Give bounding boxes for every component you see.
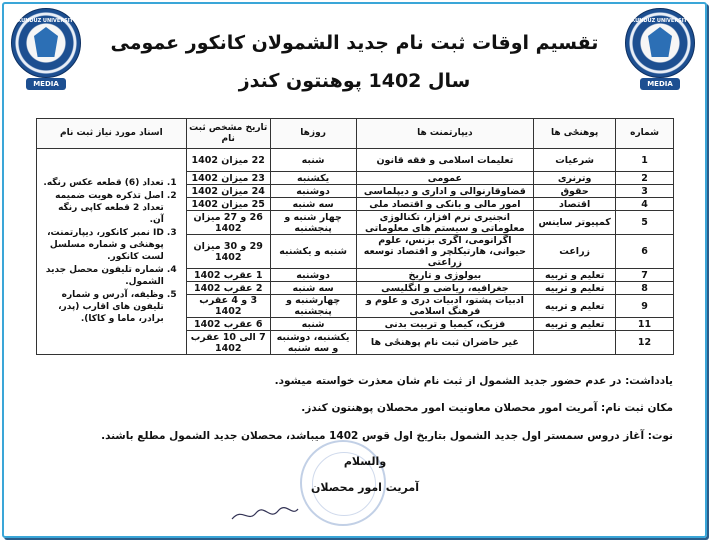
cell-faculty: تعلیم و تربیه	[534, 295, 616, 318]
cell-date: 24 میزان 1402	[186, 185, 270, 198]
cell-no: 5	[616, 211, 674, 235]
header-faculty: پوهنځی ها	[534, 119, 616, 149]
document-item: 2. اصل تذکره هویت ضمیمه تعداد 2 قطعه کاپی رنگه آن.	[43, 190, 164, 226]
note-registration-place: مکان ثبت نام: آمریت امور محصلان معاونیت امور محصلان پوهنتون کندز.	[301, 402, 673, 414]
cell-days: دوشنبه	[270, 185, 356, 198]
cell-dept: انجنیری نرم افزار، تکنالوژی معلوماتی و سیستم های معلوماتی	[356, 211, 534, 235]
cell-faculty: تعلیم و تربیه	[534, 318, 616, 331]
cell-no: 12	[616, 331, 674, 355]
cell-dept: امور مالی و بانکی و اقتصاد ملی	[356, 198, 534, 211]
cell-faculty: اقتصاد	[534, 198, 616, 211]
cell-no: 7	[616, 269, 674, 282]
cell-days: شنبه	[270, 149, 356, 172]
header-docs: اسناد مورد نیاز ثبت نام	[37, 119, 187, 149]
closing-salutation: والسلام	[343, 455, 387, 468]
cell-date: 22 میزان 1402	[186, 149, 270, 172]
header-dept: دیپارتمنت ها	[356, 119, 534, 149]
university-seal-icon: KUNDUZ UNIVERSITY	[625, 8, 695, 78]
crest-icon	[34, 27, 58, 57]
cell-dept: جغرافیه، ریاضی و انگلیسی	[356, 282, 534, 295]
cell-date: 3 و 4 عقرب 1402	[186, 295, 270, 318]
cell-faculty: تعلیم و تربیه	[534, 282, 616, 295]
table-row	[37, 149, 674, 172]
cell-days: شنبه	[270, 318, 356, 331]
cell-faculty: حقوق	[534, 185, 616, 198]
cell-date: 26 و 27 میزان 1402	[186, 211, 270, 235]
cell-dept: ادبیات پشتو، ادبیات دری و علوم و فرهنگ اسلامی	[356, 295, 534, 318]
header-date: تاریخ مشخص ثبت نام	[186, 119, 270, 149]
cell-faculty: شرعیات	[534, 149, 616, 172]
cell-days: دوشنبه	[270, 269, 356, 282]
cell-date: 6 عقرب 1402	[186, 318, 270, 331]
cell-no: 2	[616, 172, 674, 185]
cell-days: یکشنبه، دوشنبه و سه شنبه	[270, 331, 356, 355]
cell-faculty: تعلیم و تربیه	[534, 269, 616, 282]
cell-dept: اگرانومی، اگری بزنس، علوم حیوانی، هارتیکلچر و اقتصاد توسعه زراعتی	[356, 235, 534, 269]
cell-date: 1 عقرب 1402	[186, 269, 270, 282]
cell-no: 6	[616, 235, 674, 269]
university-logo-left	[8, 8, 84, 94]
required-documents-list	[43, 177, 180, 325]
closing-office: آمریت امور محصلان	[311, 481, 419, 494]
university-seal-icon: KUNDUZ UNIVERSITY	[11, 8, 81, 78]
cell-dept: بیولوژی و تاریخ	[356, 269, 534, 282]
cell-faculty	[534, 331, 616, 355]
cell-date: 25 میزان 1402	[186, 198, 270, 211]
cell-days: یکشنبه	[270, 172, 356, 185]
cell-days: چهارشنبه و پنجشنبه	[270, 295, 356, 318]
media-badge: MEDIA	[26, 78, 66, 90]
cell-dept: غیر حاضران ثبت نام پوهنځی ها	[356, 331, 534, 355]
university-logo-right	[622, 8, 698, 94]
document-item: 5. وظیفه، آدرس و شماره تلیفون های اقارب (پدر، برادر، ماما و کاکا).	[43, 289, 164, 325]
header-no: شماره	[616, 119, 674, 149]
cell-date: 29 و 30 میزان 1402	[186, 235, 270, 269]
cell-days: سه شنبه	[270, 198, 356, 211]
cell-no: 3	[616, 185, 674, 198]
required-documents-cell	[37, 149, 187, 355]
note-semester-start: نوت: آغاز دروس سمستر اول جدید الشمول بتاریخ اول قوس 1402 میباشد، محصلان جدید الشمول مطلع باشند.	[101, 430, 673, 442]
document-item: 3. ID نمبر کانکور، دیپارتمنت، پوهنځی و شماره مسلسل لست کانکور.	[43, 227, 164, 263]
cell-days: شنبه و یکشنبه	[270, 235, 356, 269]
cell-faculty: وترنری	[534, 172, 616, 185]
cell-no: 9	[616, 295, 674, 318]
cell-dept: تعلیمات اسلامی و فقه قانون	[356, 149, 534, 172]
document-item: 4. شماره تلیفون محصل جدید الشمول.	[43, 264, 164, 288]
cell-no: 1	[616, 149, 674, 172]
cell-days: چهار شنبه و پنجشنبه	[270, 211, 356, 235]
cell-no: 8	[616, 282, 674, 295]
cell-dept: قضاوقارنوالی و اداری و دیپلماسی	[356, 185, 534, 198]
cell-dept: فزیک، کیمیا و تربیت بدنی	[356, 318, 534, 331]
cell-date: 23 میزان 1402	[186, 172, 270, 185]
signature-icon	[230, 505, 300, 525]
media-badge: MEDIA	[640, 78, 680, 90]
cell-no: 11	[616, 318, 674, 331]
header-days: روزها	[270, 119, 356, 149]
cell-dept: عمومی	[356, 172, 534, 185]
document-item: 1. تعداد (6) قطعه عکس رنگه.	[43, 177, 164, 189]
schedule-table	[36, 118, 674, 355]
cell-no: 4	[616, 198, 674, 211]
note-reminder: یادداشت: در عدم حضور جدید الشمول از ثبت نام شان معذرت خواسته میشود.	[274, 375, 673, 387]
cell-date: 2 عقرب 1402	[186, 282, 270, 295]
table-header-row	[37, 119, 674, 149]
page-subtitle: سال 1402 پوهنتون کندز	[238, 70, 471, 92]
cell-faculty: زراعت	[534, 235, 616, 269]
cell-days: سه شنبه	[270, 282, 356, 295]
cell-faculty: کمپیوتر ساینس	[534, 211, 616, 235]
crest-icon	[648, 27, 672, 57]
cell-date: 7 الی 10 عقرب 1402	[186, 331, 270, 355]
page-title: تقسیم اوقات ثبت نام جدید الشمولان کانکور عمومی	[110, 32, 599, 54]
